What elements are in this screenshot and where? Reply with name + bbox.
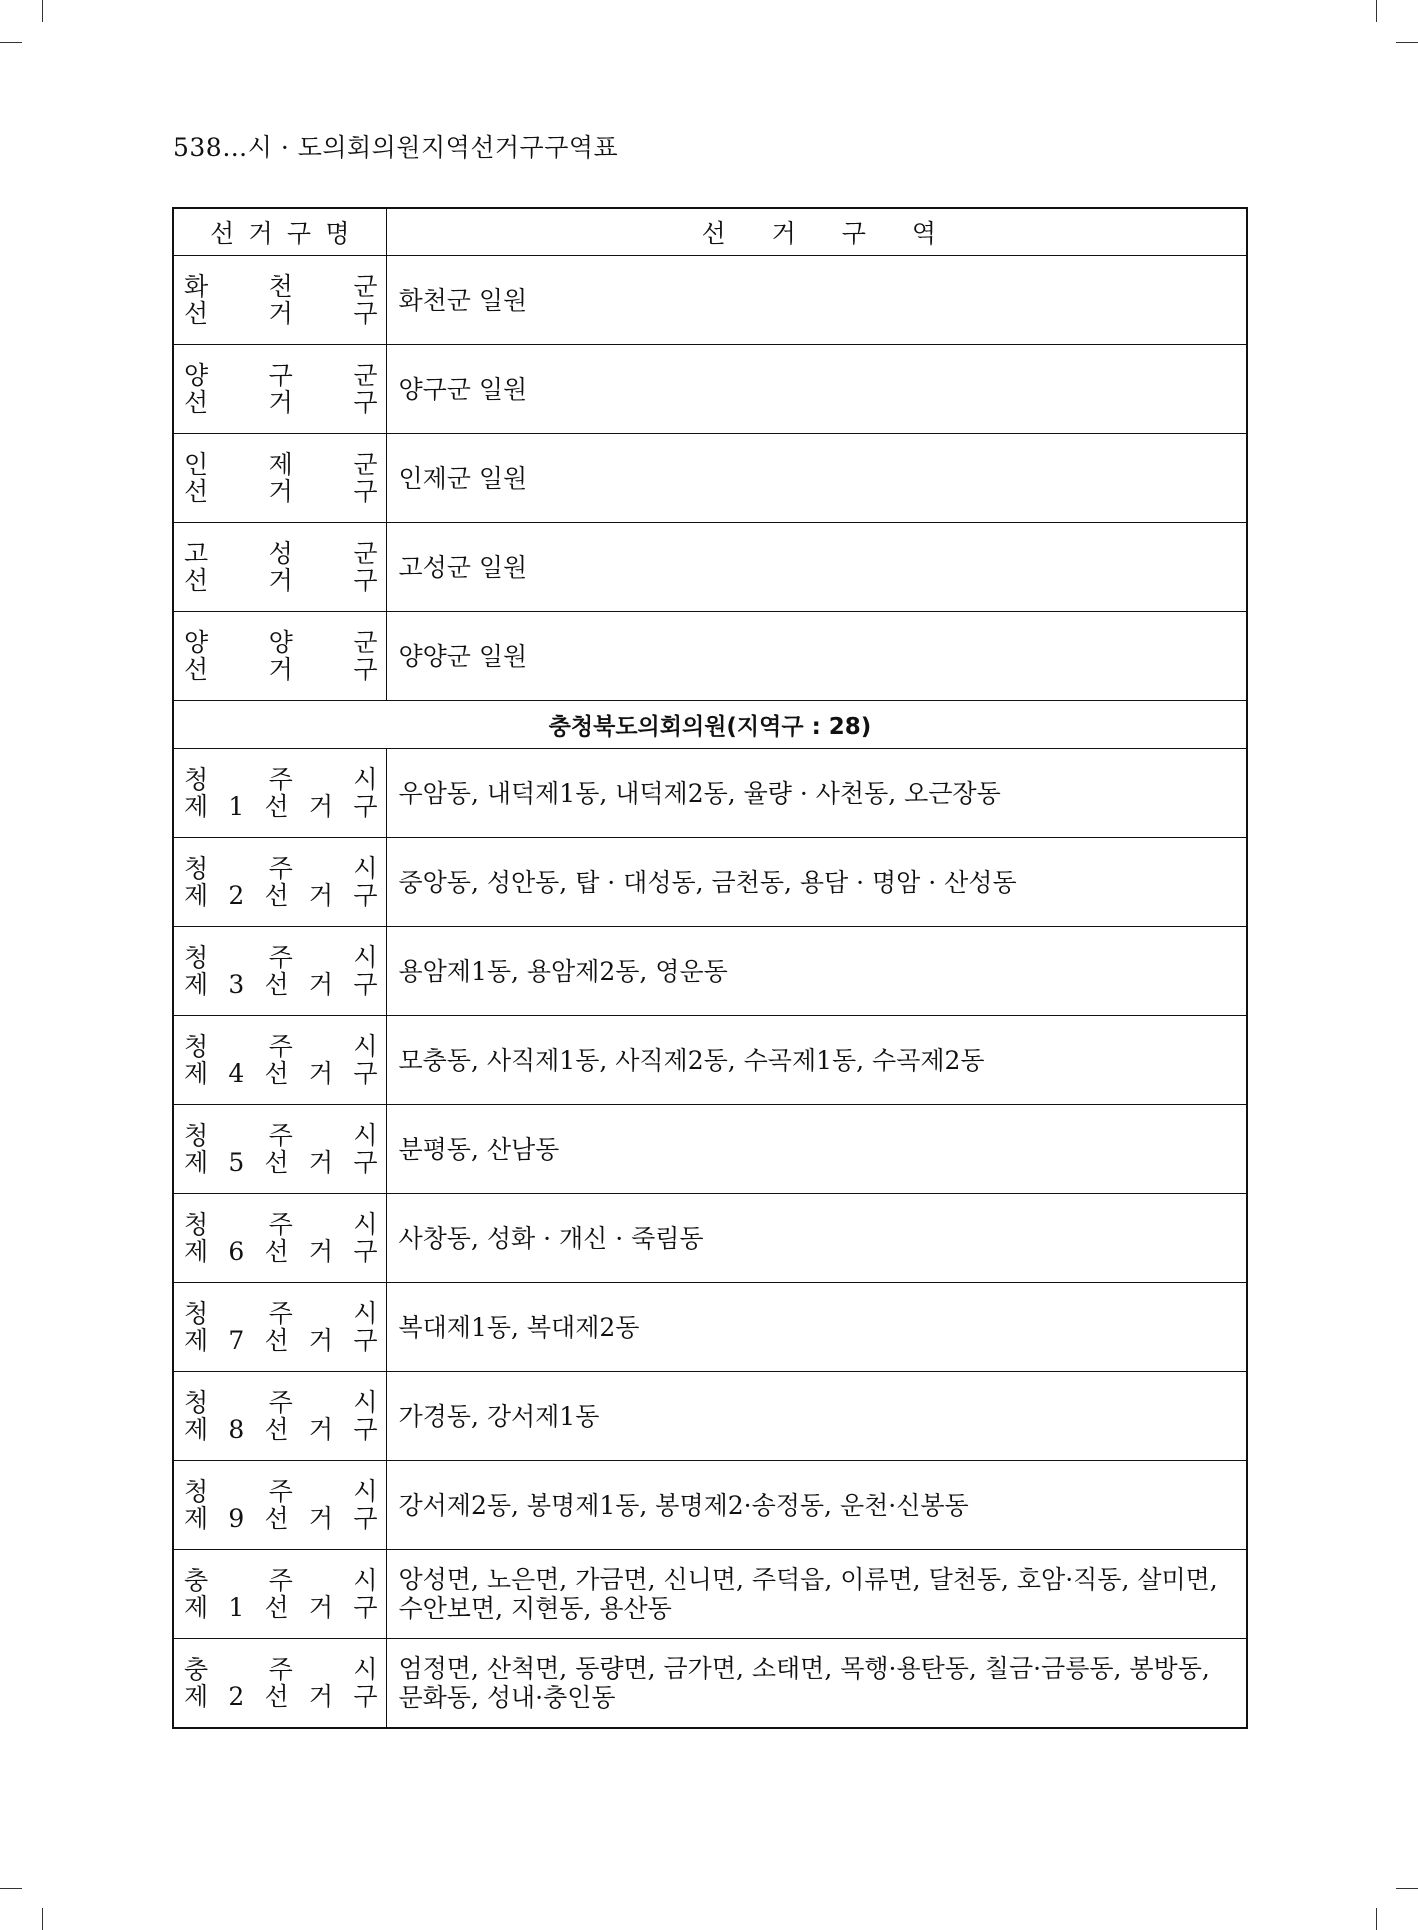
- crop-mark: [0, 1888, 22, 1889]
- district-name-line: [184, 1656, 378, 1683]
- district-name-char: 주: [268, 1210, 293, 1239]
- district-name-char: 1: [228, 1593, 245, 1622]
- district-name-char: 선: [264, 1148, 289, 1177]
- district-name-char: 구: [353, 1326, 378, 1355]
- district-name-char: 제: [184, 970, 209, 999]
- district-name-cell: [173, 749, 386, 838]
- district-name-char: 1: [228, 792, 245, 821]
- table-row: [173, 434, 1247, 523]
- district-name-char: 선: [264, 970, 289, 999]
- district-name-cell: [173, 434, 386, 523]
- district-name-char: 거: [268, 388, 293, 417]
- district-name-char: 구: [353, 655, 378, 684]
- district-name-char: 주: [268, 1299, 293, 1328]
- district-name-char: 선: [184, 299, 209, 328]
- district-name-cell: [173, 1016, 386, 1105]
- district-name-char: 양: [268, 628, 293, 657]
- district-name-line: [184, 1122, 378, 1149]
- district-name-char: 구: [353, 1148, 378, 1177]
- district-name-char: 구: [353, 1593, 378, 1622]
- district-area-cell: 강서제2동, 봉명제1동, 봉명제2·송정동, 운천·신봉동: [386, 1461, 1247, 1550]
- district-name-cell: [173, 1461, 386, 1550]
- crop-mark: [1376, 0, 1377, 22]
- district-name-char: 거: [268, 477, 293, 506]
- district-name-char: 시: [353, 1210, 378, 1239]
- district-name-char: 선: [264, 1504, 289, 1533]
- district-name-char: 군: [353, 450, 378, 479]
- district-name-char: 거: [308, 970, 334, 999]
- table-row: [173, 523, 1247, 612]
- district-name-char: 제: [184, 1059, 209, 1088]
- crop-mark: [42, 0, 43, 22]
- district-name-char: 충: [184, 1655, 209, 1684]
- district-name-char: 2: [228, 1682, 245, 1711]
- table-row: [173, 612, 1247, 701]
- table-row: [173, 1105, 1247, 1194]
- district-name-char: 구: [353, 1504, 378, 1533]
- district-name-char: 제: [184, 1504, 209, 1533]
- district-name-char: 청: [184, 1032, 209, 1061]
- district-name-line: [184, 629, 378, 656]
- district-name-char: 군: [353, 361, 378, 390]
- district-name-char: 시: [353, 943, 378, 972]
- column-header-char: 구: [286, 219, 312, 248]
- column-header-area: [386, 208, 1247, 256]
- district-name-char: 3: [228, 970, 245, 999]
- district-name-line: [184, 389, 378, 416]
- district-name-char: 성: [268, 539, 293, 568]
- district-name-cell: [173, 1105, 386, 1194]
- district-name-line: [184, 1416, 378, 1443]
- district-name-line: [184, 1238, 378, 1265]
- district-name-char: 선: [264, 1682, 289, 1711]
- district-name-char: 청: [184, 765, 209, 794]
- crop-mark: [1396, 1888, 1418, 1889]
- district-name-char: 주: [268, 1477, 293, 1506]
- table-row: [173, 1639, 1247, 1729]
- district-name-char: 구: [353, 1059, 378, 1088]
- crop-mark: [1396, 42, 1418, 43]
- district-name-line: [184, 1683, 378, 1710]
- district-name-cell: [173, 838, 386, 927]
- table-row: [173, 1283, 1247, 1372]
- column-header-char: 명: [325, 219, 350, 248]
- district-name-char: 선: [264, 1326, 289, 1355]
- district-area-cell: 중앙동, 성안동, 탑 · 대성동, 금천동, 용담 · 명암 · 산성동: [386, 838, 1247, 927]
- district-name-char: 거: [308, 1059, 334, 1088]
- district-name-char: 구: [353, 388, 378, 417]
- district-name-line: [184, 1149, 378, 1176]
- table-row: [173, 1372, 1247, 1461]
- district-table: [172, 207, 1248, 1729]
- district-name-char: 제: [184, 792, 209, 821]
- district-name-char: 거: [308, 1682, 334, 1711]
- district-name-line: [184, 656, 378, 683]
- district-name-char: 거: [308, 792, 334, 821]
- district-name-char: 군: [353, 628, 378, 657]
- district-area-cell: 분평동, 산남동: [386, 1105, 1247, 1194]
- district-name-line: [184, 567, 378, 594]
- district-name-char: 선: [264, 1059, 289, 1088]
- district-name-char: 6: [228, 1237, 245, 1266]
- district-name-line: [184, 273, 378, 300]
- district-name-char: 제: [184, 1593, 209, 1622]
- table-row: [173, 1461, 1247, 1550]
- district-name-char: 8: [228, 1415, 245, 1444]
- district-name-line: [184, 1478, 378, 1505]
- section-title: 충청북도의회의원(지역구 : 28): [173, 701, 1247, 749]
- district-name-char: 거: [268, 566, 293, 595]
- district-name-char: 시: [353, 854, 378, 883]
- district-name-char: 제: [184, 1682, 209, 1711]
- district-name-char: 제: [268, 450, 293, 479]
- district-name-char: 주: [268, 1388, 293, 1417]
- district-name-line: [184, 1327, 378, 1354]
- column-header-name: [173, 208, 386, 256]
- district-name-char: 고: [184, 539, 209, 568]
- district-name-char: 제: [184, 1326, 209, 1355]
- district-name-char: 선: [184, 477, 209, 506]
- district-name-char: 구: [353, 299, 378, 328]
- district-name-char: 양: [184, 628, 209, 657]
- column-header-char: 선: [210, 219, 235, 248]
- district-name-line: [184, 478, 378, 505]
- district-name-line: [184, 971, 378, 998]
- district-name-char: 주: [268, 765, 293, 794]
- district-name-line: [184, 362, 378, 389]
- district-area-cell: 엄정면, 산척면, 동량면, 금가면, 소태면, 목행·용탄동, 칠금·금릉동, 봉방동, 문화동, 성내·충인동: [386, 1639, 1247, 1729]
- district-name-line: [184, 300, 378, 327]
- district-name-char: 거: [308, 881, 334, 910]
- district-area-cell: 사창동, 성화 · 개신 · 죽림동: [386, 1194, 1247, 1283]
- district-name-char: 선: [184, 566, 209, 595]
- column-header-char: 거: [248, 219, 273, 248]
- district-name-cell: [173, 612, 386, 701]
- district-area-cell: 가경동, 강서제1동: [386, 1372, 1247, 1461]
- district-area-cell: 고성군 일원: [386, 523, 1247, 612]
- district-name-char: 시: [353, 1477, 378, 1506]
- district-name-char: 거: [308, 1504, 334, 1533]
- district-name-char: 군: [353, 539, 378, 568]
- district-name-char: 군: [353, 272, 378, 301]
- district-name-cell: [173, 256, 386, 345]
- district-name-char: 시: [353, 1566, 378, 1595]
- district-name-char: 7: [228, 1326, 245, 1355]
- district-name-char: 제: [184, 881, 209, 910]
- section-title-row: [173, 701, 1247, 749]
- table-row: [173, 927, 1247, 1016]
- district-name-line: [184, 1389, 378, 1416]
- table-row: [173, 256, 1247, 345]
- district-name-char: 선: [264, 792, 289, 821]
- district-name-char: 거: [308, 1326, 334, 1355]
- district-name-char: 선: [264, 1593, 289, 1622]
- district-area-cell: 모충동, 사직제1동, 사직제2동, 수곡제1동, 수곡제2동: [386, 1016, 1247, 1105]
- district-name-line: [184, 1567, 378, 1594]
- district-name-char: 거: [268, 655, 293, 684]
- district-name-char: 9: [228, 1504, 245, 1533]
- district-name-char: 거: [308, 1593, 334, 1622]
- district-name-char: 선: [264, 1237, 289, 1266]
- district-name-line: [184, 855, 378, 882]
- district-name-char: 선: [264, 1415, 289, 1444]
- district-name-char: 거: [308, 1237, 334, 1266]
- district-area-cell: 양구군 일원: [386, 345, 1247, 434]
- district-name-char: 청: [184, 1299, 209, 1328]
- table-row: [173, 1194, 1247, 1283]
- district-name-char: 주: [268, 1655, 293, 1684]
- district-name-char: 화: [184, 272, 209, 301]
- district-name-line: [184, 1060, 378, 1087]
- district-name-char: 천: [268, 272, 293, 301]
- table-row: [173, 838, 1247, 927]
- district-name-line: [184, 451, 378, 478]
- district-name-char: 인: [184, 450, 209, 479]
- district-name-char: 선: [264, 881, 289, 910]
- district-name-char: 주: [268, 943, 293, 972]
- table-row: [173, 345, 1247, 434]
- table-row: [173, 1016, 1247, 1105]
- district-name-char: 구: [353, 477, 378, 506]
- district-name-char: 구: [353, 970, 378, 999]
- district-name-cell: [173, 1639, 386, 1729]
- district-name-char: 청: [184, 943, 209, 972]
- district-name-line: [184, 1300, 378, 1327]
- table-row: [173, 1550, 1247, 1639]
- district-name-char: 시: [353, 765, 378, 794]
- district-name-char: 2: [228, 881, 245, 910]
- column-header-char: 선: [701, 219, 726, 248]
- district-name-char: 제: [184, 1415, 209, 1444]
- district-name-char: 청: [184, 1121, 209, 1150]
- district-name-cell: [173, 1194, 386, 1283]
- district-area-cell: 복대제1동, 복대제2동: [386, 1283, 1247, 1372]
- district-name-char: 제: [184, 1237, 209, 1266]
- district-name-char: 구: [353, 566, 378, 595]
- district-area-cell: 우암동, 내덕제1동, 내덕제2동, 율량 · 사천동, 오근장동: [386, 749, 1247, 838]
- district-name-line: [184, 540, 378, 567]
- district-name-char: 주: [268, 1032, 293, 1061]
- district-name-cell: [173, 1283, 386, 1372]
- district-name-char: 구: [353, 1682, 378, 1711]
- district-name-cell: [173, 1550, 386, 1639]
- district-name-char: 청: [184, 1210, 209, 1239]
- district-name-line: [184, 944, 378, 971]
- column-header-char: 구: [841, 219, 866, 248]
- district-name-line: [184, 1211, 378, 1238]
- district-area-cell: 앙성면, 노은면, 가금면, 신니면, 주덕읍, 이류면, 달천동, 호암·직동, 살미면, 수안보면, 지현동, 용산동: [386, 1550, 1247, 1639]
- district-area-cell: 양양군 일원: [386, 612, 1247, 701]
- district-name-line: [184, 882, 378, 909]
- district-name-cell: [173, 1372, 386, 1461]
- district-name-char: 청: [184, 854, 209, 883]
- district-name-char: 선: [184, 388, 209, 417]
- district-area-cell: 용암제1동, 용암제2동, 영운동: [386, 927, 1247, 1016]
- district-name-char: 거: [308, 1415, 334, 1444]
- district-name-char: 구: [353, 881, 378, 910]
- district-name-char: 청: [184, 1477, 209, 1506]
- table-row: [173, 749, 1247, 838]
- table-header-row: [173, 208, 1247, 256]
- district-name-cell: [173, 345, 386, 434]
- district-name-char: 선: [184, 655, 209, 684]
- district-name-line: [184, 1505, 378, 1532]
- district-name-char: 시: [353, 1388, 378, 1417]
- district-name-char: 충: [184, 1566, 209, 1595]
- district-name-char: 주: [268, 1566, 293, 1595]
- column-header-char: 역: [911, 219, 936, 248]
- district-name-char: 구: [353, 1415, 378, 1444]
- district-name-char: 시: [353, 1299, 378, 1328]
- district-name-line: [184, 766, 378, 793]
- district-name-cell: [173, 523, 386, 612]
- district-name-char: 시: [353, 1121, 378, 1150]
- district-area-cell: 인제군 일원: [386, 434, 1247, 523]
- district-name-char: 양: [184, 361, 209, 390]
- page-header: 538…시 · 도의회의원지역선거구구역표: [173, 133, 619, 162]
- district-name-char: 거: [308, 1148, 334, 1177]
- crop-mark: [1376, 1908, 1377, 1930]
- district-area-cell: 화천군 일원: [386, 256, 1247, 345]
- district-name-char: 청: [184, 1388, 209, 1417]
- district-name-line: [184, 1033, 378, 1060]
- crop-mark: [0, 42, 22, 43]
- district-name-char: 4: [228, 1059, 245, 1088]
- district-name-char: 구: [353, 792, 378, 821]
- district-name-char: 시: [353, 1032, 378, 1061]
- district-name-char: 구: [353, 1237, 378, 1266]
- district-name-char: 주: [268, 854, 293, 883]
- district-name-char: 5: [228, 1148, 245, 1177]
- crop-mark: [42, 1908, 43, 1930]
- district-name-char: 제: [184, 1148, 209, 1177]
- district-name-char: 거: [268, 299, 293, 328]
- district-name-char: 구: [268, 361, 293, 390]
- district-name-line: [184, 793, 378, 820]
- column-header-char: 거: [771, 219, 796, 248]
- district-name-line: [184, 1594, 378, 1621]
- district-name-cell: [173, 927, 386, 1016]
- district-name-char: 시: [353, 1655, 378, 1684]
- district-name-char: 주: [268, 1121, 293, 1150]
